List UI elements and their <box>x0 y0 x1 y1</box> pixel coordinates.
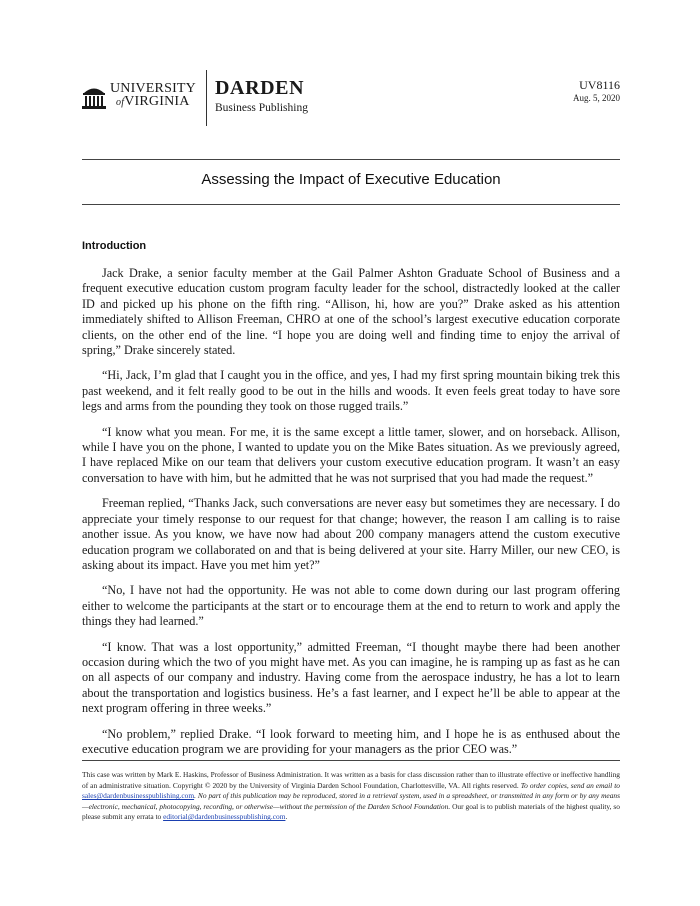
body-text <box>82 266 620 767</box>
footnote-errata: Our goal is to publish materials of the highest quality, so please submit any errata to <box>82 801 620 822</box>
uva-of: of <box>116 97 125 108</box>
case-date: Aug. 5, 2020 <box>573 93 620 103</box>
uva-wordmark <box>110 82 196 109</box>
paragraph: “I know what you mean. For me, it is the same except a little tamer, slower, and on horseback. Allison, while I have you on the phone, I wanted to update you on the Mike Bates situation. As we previously agreed, I have replaced Mike on our team that delivers your custom executive education program. It wasn’t an easy conversation to have with him, but he admitted that he was not surprised that you had made the request.” <box>82 424 620 485</box>
sales-email-link[interactable]: sales@dardenbusinesspublishing.com <box>82 791 195 801</box>
footnote: This case was written by Mark E. Haskins, Professor of Business Administration. It was written as a basis for class discussion rather than to illustrate effective or ineffective handling of an administrative situation. Copyright © 2020 by the University of Virginia Darden School Foundation, Charlottesville, VA. All rights reserved. To order copies, send an email to sales@dardenbusinesspublishing.com. No part of this publication may be reproduced, stored in a retrieval system, used in a spreadsheet, or transmitted in any form or by any means—electronic, mechanical, photocopying, recording, or otherwise—without the permission of the Darden School Foundation. Our goal is to publish materials of the highest quality, so please submit any errata to editorial@dardenbusinesspublishing.com. <box>82 770 620 822</box>
case-info <box>573 78 620 104</box>
case-number: UV8116 <box>579 78 620 92</box>
uva-logo <box>82 80 202 116</box>
uva-virginia: VIRGINIA <box>124 94 190 109</box>
footnote-authorship: This case was written by Mark E. Haskins, Professor of Business Administration. It was written as a basis for class discussion rather than to illustrate effective or ineffective handling of an administrative situation. Copyright © 2020 by the University of Virginia Darden School Foundation, Charlottesville, VA. All rights reserved. <box>82 770 620 790</box>
paragraph: Jack Drake, a senior faculty member at the Gail Palmer Ashton Graduate School of Business and a frequent executive education custom program faculty leader for the school, distractedly looked at the caller ID and picked up his phone on the fifth ring. “Allison, hi, how are you?” Drake asked as his attention immediately shifted to Allison Freeman, CHRO at one of the school’s largest executive education corporate clients, on the other end of the line. “I hope you are doing well and finding time to enjoy the arrival of spring,” Drake sincerely stated. <box>82 266 620 358</box>
uva-line2 <box>110 95 196 109</box>
paragraph: “Hi, Jack, I’m glad that I caught you in the office, and yes, I had my first spring mountain biking trek this past weekend, and it felt really good to be out in the hills and woods. It even feels great today to have sore legs and arms from the pounding they took on those rugged trails.” <box>82 368 620 414</box>
header-divider <box>206 70 207 126</box>
footnote-order-text: To order copies, send an email to <box>520 780 620 790</box>
page-title: Assessing the Impact of Executive Education <box>201 171 501 188</box>
uva-line1: UNIVERSITY <box>110 81 196 96</box>
rotunda-icon <box>82 84 106 110</box>
footnote-rule <box>82 760 620 761</box>
editorial-email-link[interactable]: editorial@dardenbusinesspublishing.com <box>163 812 286 822</box>
section-heading: Introduction <box>82 240 147 252</box>
paragraph: “I know. That was a lost opportunity,” admitted Freeman, “I thought maybe there had been another occasion during which the two of you might have met. As you can imagine, he is ramping up as fast as he can on all aspects of our company and industry. Having come from the aerospace industry, he has a lot to learn about the transportation and logistics business. He’s a fast learner, and I expect he’ll be able to appear at the next program offering in three weeks.” <box>82 639 620 716</box>
darden-publishing: Business Publishing <box>215 102 308 114</box>
title-rule-top <box>82 159 620 160</box>
darden-logo <box>215 78 308 116</box>
footnote-rights: No part of this publication may be reproduced, stored in a retrieval system, used in a spreadsheet, or transmitted in any form or by any means—electronic, mechanical, photocopying, recording, or otherwise—without the permission of the Darden School Foundation. <box>82 791 620 811</box>
page-header <box>82 70 620 130</box>
paragraph: “No, I have not had the opportunity. He was not able to come down during our last program offering either to welcome the participants at the start or to encourage them at the end to return to work and apply the things they had learned.” <box>82 583 620 629</box>
darden-wordmark: DARDEN <box>215 77 305 99</box>
title-rule-bottom <box>82 204 620 205</box>
paragraph: “No problem,” replied Drake. “I look forward to meeting him, and I hope he is as enthused about the executive education program we are providing for your managers as the prior CEO was.” <box>82 726 620 756</box>
paragraph: Freeman replied, “Thanks Jack, such conversations are never easy but sometimes they are necessary. I do appreciate your timely response to our request for that change; however, the reason I am calling is to raise another issue. As you know, we have now had about 200 company managers attend the custom executive education program we collaborated on and that is being delivered at your site. Harry Miller, our new CEO, is asking about its impact. Have you met him yet?” <box>82 496 620 572</box>
